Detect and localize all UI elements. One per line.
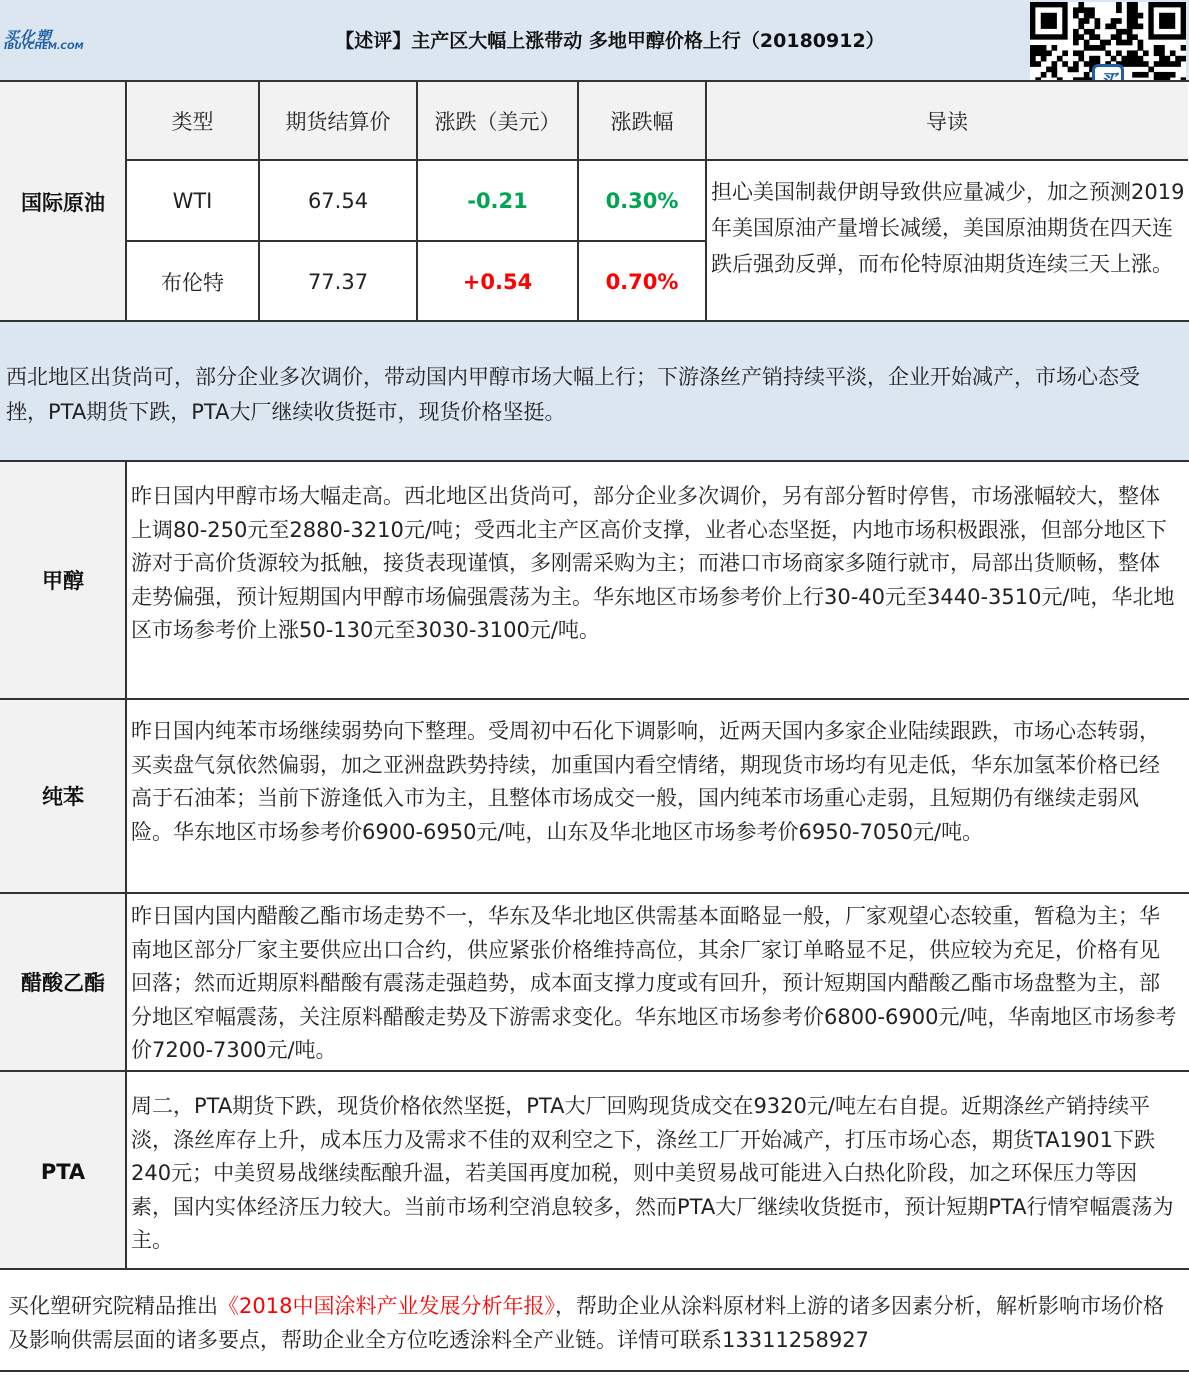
section-label-pta: PTA xyxy=(40,1160,86,1184)
page-title: 【述评】主产区大幅上涨带动 多地甲醇价格上行（20180912） xyxy=(335,30,885,52)
col-header-price: 期货结算价 xyxy=(285,109,391,134)
footer-suffix: ，帮助企业从涂料原材料上游的诸多因素分析，解析影响市场价格及影响供需层面的诸多要点，帮助企业全方位吃透涂料全产业链。详情可联系13311258927 xyxy=(8,1294,1164,1352)
crude-guide-text: 担心美国制裁伊朗导致供应量减少，加之预测2019年美国原油产量增长减缓，美国原油期货在四天连跌后强劲反弹，而布伦特原油期货连续三天上涨。 xyxy=(711,180,1185,276)
section-text-methanol: 昨日国内甲醇市场大幅走高。西北地区出货尚可，部分企业多次调价，另有部分暂时停售，市场涨幅较大，整体上调80-250元至2880-3210元/吨；受西北主产区高价支撑，业者心态坚挺，内地市场积极跟涨，但部分地区下游对于高价货源较为抵触，接货表现谨慎，多刚需采购为主；而港口市场商家多随行就市，局部出货顺畅，整体走势偏强，预计短期国内甲醇市场偏强震荡为主。华东地区市场参考价上行30-40元至3440-3510元/吨，华北地区市场参考价上涨50-130元至3030-3100元/吨。 xyxy=(131,484,1175,643)
footer-promo xyxy=(8,1289,1180,1357)
section-label-ethyl-acetate: 醋酸乙酯 xyxy=(21,971,105,995)
footer-prefix: 买化塑研究院精品推出 xyxy=(8,1294,218,1318)
crude-label: 国际原油 xyxy=(21,191,105,215)
table-cell-pct: 0.30% xyxy=(605,188,679,213)
col-header-type: 类型 xyxy=(171,109,214,134)
section-text-ethyl-acetate: 昨日国内国内醋酸乙酯市场走势不一，华东及华北地区供需基本面略显一般，厂家观望心态较重，暂稳为主；华南地区部分厂家主要供应出口合约，供应紧张价格维持高位，其余厂家订单略显不足，供应较为充足，价格有见回落；然而近期原料醋酸有震荡走强趋势，成本面支撑力度或有回升，预计短期国内醋酸乙酯市场盘整为主，部分地区窄幅震荡，关注原料醋酸走势及下游需求变化。华东地区市场参考价6800-6900元/吨，华南地区市场参考价7200-7300元/吨。 xyxy=(131,904,1177,1063)
logo-chinese: 买化塑 xyxy=(4,28,53,46)
col-header-pct: 涨跌幅 xyxy=(610,109,674,134)
section-label-methanol: 甲醇 xyxy=(42,569,84,593)
section-text-benzene: 昨日国内纯苯市场继续弱势向下整理。受周初中石化下调影响，近两天国内多家企业陆续跟跌，市场心态转弱，买卖盘气氛依然偏弱，加之亚洲盘跌势持续，加重国内看空情绪，期现货市场均有见走低，华东加氢苯价格已经高于石油苯；当前下游逢低入市为主，且整体市场成交一般，国内纯苯市场重心走弱，且短期仍有继续走弱风险。华东地区市场参考价6900-6950元/吨，山东及华北地区市场参考价6950-7050元/吨。 xyxy=(131,719,1160,844)
section-label-benzene: 纯苯 xyxy=(42,785,84,809)
table-cell-type: WTI xyxy=(172,188,213,213)
section-text-pta: 周二，PTA期货下跌，现货价格依然坚挺，PTA大厂回购现货成交在9320元/吨左右自提。近期涤丝产销持续平淡，涤丝库存上升，成本压力及需求不佳的双利空之下，涤丝工厂开始减产，打压市场心态，期货TA1901下跌240元；中美贸易战继续酝酿升温，若美国再度加税，则中美贸易战可能进入白热化阶段，加之环保压力等因素，国内实体经济压力较大。当前市场利空消息较多，然而PTA大厂继续收货挺市，预计短期PTA行情窄幅震荡为主。 xyxy=(131,1094,1174,1253)
col-header-guide: 导读 xyxy=(926,109,968,134)
table-cell-change: +0.54 xyxy=(462,269,533,294)
table-cell-price: 77.37 xyxy=(307,269,369,294)
table-cell-price: 67.54 xyxy=(307,188,369,213)
table-cell-pct: 0.70% xyxy=(605,269,679,294)
col-header-change: 涨跌（美元） xyxy=(434,109,561,134)
table-cell-type: 布伦特 xyxy=(161,270,224,295)
table-cell-change: -0.21 xyxy=(467,188,528,213)
ibuychem-logo[interactable] xyxy=(4,26,104,56)
logo-english: IBUYCHEM.COM xyxy=(4,42,84,52)
annual-report-link[interactable]: 《2018中国涂料产业发展分析年报》 xyxy=(218,1294,555,1318)
summary-text: 西北地区出货尚可，部分企业多次调价，带动国内甲醇市场大幅上行；下游涤丝产销持续平淡，企业开始减产，市场心态受挫，PTA期货下跌，PTA大厂继续收货挺市，现货价格坚挺。 xyxy=(6,365,1140,424)
